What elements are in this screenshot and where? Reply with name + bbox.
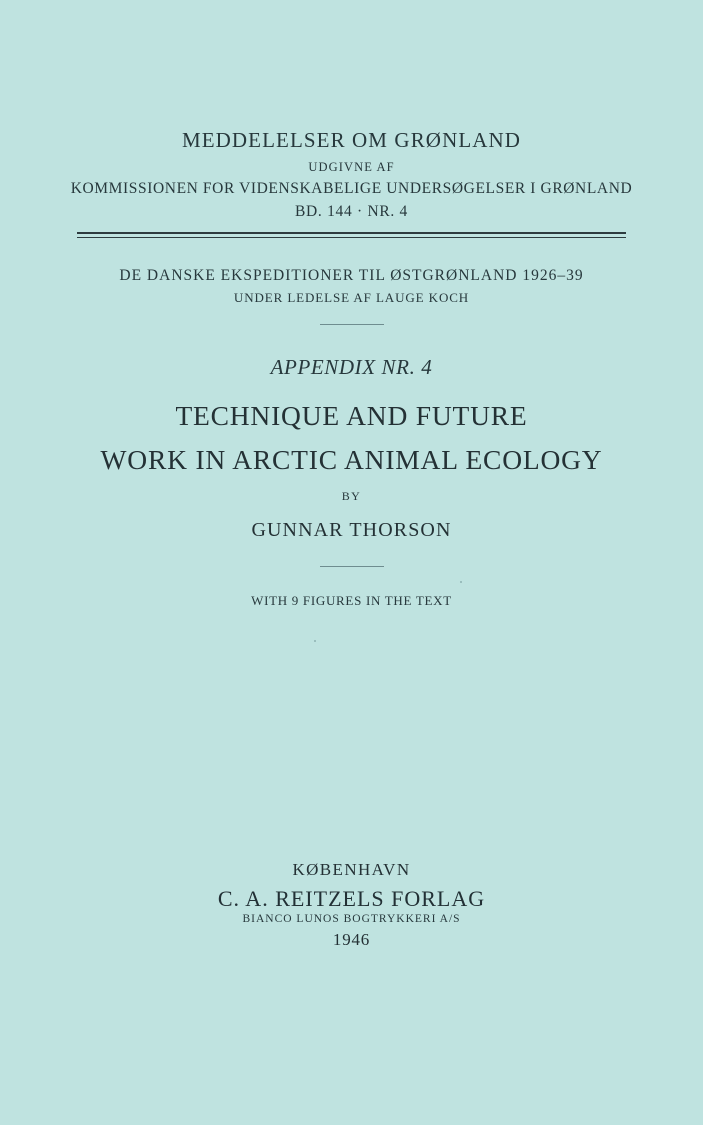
appendix-label: APPENDIX NR. 4 [270, 355, 433, 379]
page-title-line-1: TECHNIQUE AND FUTURE [175, 400, 528, 431]
figures-note: WITH 9 FIGURES IN THE TEXT [251, 593, 452, 608]
series-commission-line: KOMMISSIONEN FOR VIDENSKABELIGE UNDERSØGELSER I GRØNLAND [70, 180, 633, 197]
series-published-by-label: UDGIVNE AF [308, 160, 395, 174]
paper-speck [314, 640, 316, 642]
author-name: GUNNAR THORSON [251, 519, 452, 541]
imprint-printer: BIANCO LUNOS BOGTRYKKERI A/S [242, 913, 461, 925]
paper-speck [460, 581, 462, 583]
expedition-title: DE DANSKE EKSPEDITIONER TIL ØSTGRØNLAND 1926–39 [119, 267, 584, 284]
series-title: MEDDELELSER OM GRØNLAND [181, 128, 522, 152]
double-rule-divider [77, 232, 626, 238]
short-rule-divider-top [320, 324, 384, 325]
by-label: BY [341, 489, 362, 503]
page-title-line-2: WORK IN ARCTIC ANIMAL ECOLOGY [100, 444, 603, 475]
imprint-year: 1946 [332, 930, 371, 949]
rule-thick [77, 232, 626, 234]
short-rule-divider-bottom [320, 566, 384, 567]
expedition-leader: UNDER LEDELSE AF LAUGE KOCH [233, 290, 470, 305]
imprint-city: KØBENHAVN [292, 860, 411, 879]
imprint-publisher: C. A. REITZELS FORLAG [217, 886, 486, 911]
series-volume-number: BD. 144 · NR. 4 [295, 203, 408, 220]
rule-thin [77, 237, 626, 238]
